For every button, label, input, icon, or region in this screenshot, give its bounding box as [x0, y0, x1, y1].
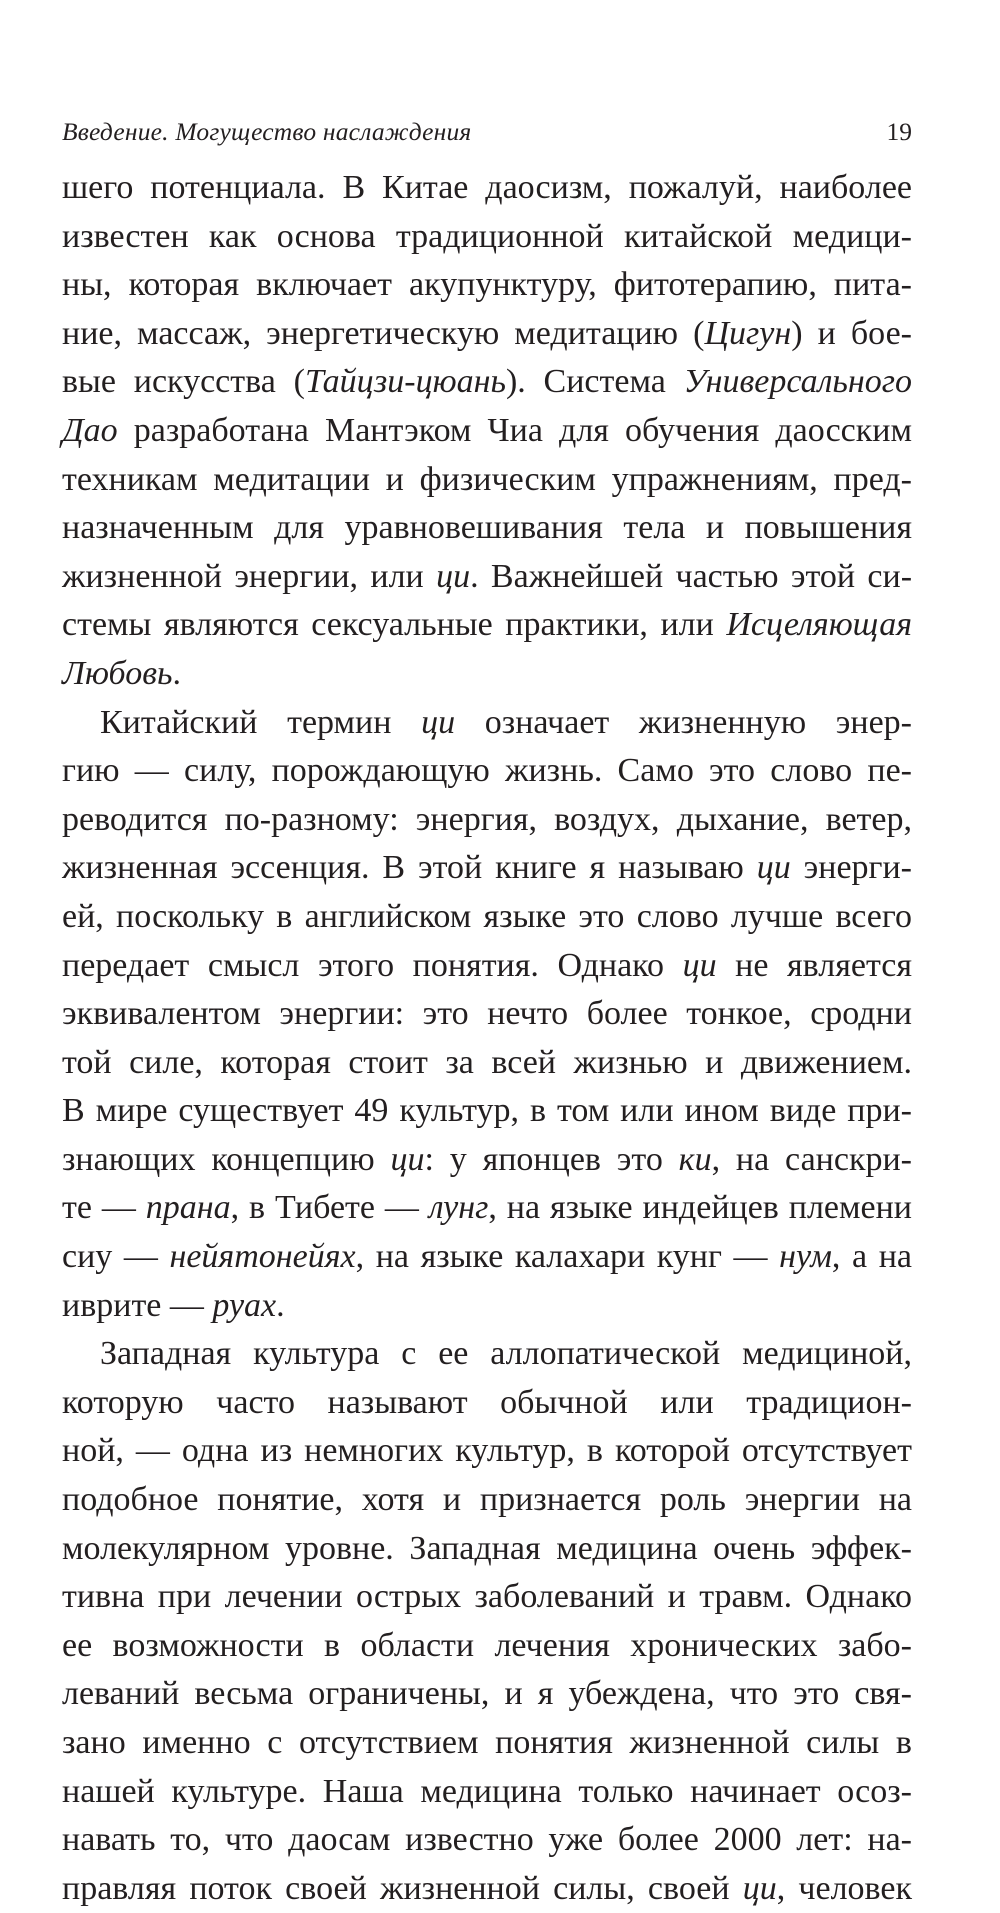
text-run: ). Система	[505, 363, 684, 401]
italic-term: ки	[678, 1140, 712, 1178]
text-line	[62, 601, 912, 650]
text-run: , на санскри-	[711, 1140, 912, 1178]
text-run: ее возможности в области лечения хронических забо-	[62, 1626, 912, 1664]
italic-term: Любовь	[62, 654, 173, 692]
text-run: те —	[62, 1189, 146, 1227]
italic-term: ци	[421, 703, 456, 741]
text-run: В мире существует 49 культур, в том или ином виде при-	[62, 1092, 912, 1130]
text-run: ны, которая включает акупунктуру, фитотерапию, пита-	[62, 266, 912, 304]
text-line	[62, 213, 912, 262]
text-run: эквивалентом энергии: это нечто более тонкое, сродни	[62, 995, 912, 1033]
text-run: известен как основа традиционной китайской медици-	[62, 217, 912, 255]
italic-term: руах	[212, 1286, 277, 1324]
text-line	[62, 553, 912, 602]
text-run: Западная культура с ее аллопатической медициной,	[100, 1335, 912, 1373]
text-line	[62, 1476, 912, 1525]
running-title: Введение. Могущество наслаждения	[62, 117, 472, 146]
text-run: той силе, которая стоит за всей жизнью и движением.	[62, 1043, 912, 1081]
text-run: иврите —	[62, 1286, 213, 1324]
text-run: реводится по-разному: энергия, воздух, дыхание, ветер,	[62, 800, 912, 838]
text-run: нашей культуре. Наша медицина только начинает осоз-	[62, 1772, 912, 1810]
text-run: молекулярном уровне. Западная медицина очень эффек-	[62, 1529, 912, 1567]
italic-term: ци	[390, 1140, 425, 1178]
italic-term: Исцеляющая	[726, 606, 912, 644]
text-run: техникам медитации и физическим упражнениям, пред-	[62, 460, 912, 498]
italic-term: ци	[756, 849, 791, 887]
text-line	[62, 1670, 912, 1719]
body-text	[62, 164, 912, 1913]
text-line	[62, 310, 912, 359]
text-run: означает жизненную энер-	[455, 703, 912, 741]
italic-term: Универсального	[683, 363, 912, 401]
text-line	[62, 796, 912, 845]
text-line	[62, 1622, 912, 1671]
text-line	[62, 1525, 912, 1574]
text-line	[62, 990, 912, 1039]
text-line	[62, 1719, 912, 1768]
text-run: правляя поток своей жизненной силы, своей	[62, 1869, 743, 1907]
text-run: , человек	[776, 1869, 913, 1907]
text-run: разработана Мантэком Чиа для обучения даосским	[117, 411, 912, 449]
text-run: не является	[716, 946, 912, 984]
text-line	[62, 1282, 912, 1331]
text-line	[62, 407, 912, 456]
text-run: . Важнейшей частью этой си-	[470, 557, 913, 595]
text-run: гию — силу, порождающую жизнь. Само это слово пе-	[62, 752, 912, 790]
text-run: подобное понятие, хотя и признается роль энергии на	[62, 1481, 912, 1519]
text-line	[62, 504, 912, 553]
text-run: навать то, что даосам известно уже более 2000 лет: на-	[62, 1821, 912, 1859]
text-run: ние, массаж, энергетическую медитацию (	[62, 314, 705, 352]
text-run: шего потенциала. В Китае даосизм, пожалуй, наиболее	[62, 169, 912, 206]
text-run: , а на	[831, 1238, 912, 1276]
page-number: 19	[886, 117, 912, 146]
text-line	[62, 1768, 912, 1817]
text-line	[62, 1573, 912, 1622]
italic-term: прана	[145, 1189, 231, 1227]
text-run: энерги-	[790, 849, 912, 887]
text-line	[62, 1233, 912, 1282]
text-line	[62, 747, 912, 796]
text-run: жизненной энергии, или	[62, 557, 437, 595]
text-line	[62, 650, 912, 699]
text-run: сиу —	[62, 1238, 170, 1276]
italic-term: Тайцзи-цюань	[304, 363, 506, 401]
text-run: ей, поскольку в английском языке это слово лучше всего	[62, 897, 912, 935]
text-run: , на языке калахари кунг —	[355, 1238, 780, 1276]
italic-term: ци	[682, 946, 717, 984]
text-line	[62, 1379, 912, 1428]
text-line	[62, 456, 912, 505]
text-run: вые искусства (	[62, 363, 305, 401]
italic-term: ци	[742, 1869, 777, 1907]
text-line	[62, 1039, 912, 1088]
text-line	[62, 942, 912, 991]
text-line	[62, 1136, 912, 1185]
text-line	[62, 1816, 912, 1865]
text-run: которую часто называют обычной или традицион-	[62, 1383, 912, 1421]
text-line	[62, 1184, 912, 1233]
text-run: леваний весьма ограничены, и я убеждена, что это свя-	[62, 1675, 912, 1713]
text-run: тивна при лечении острых заболеваний и травм. Однако	[62, 1578, 912, 1616]
text-run: ной, — одна из немногих культур, в которой отсутствует	[62, 1432, 912, 1470]
text-line	[62, 1865, 912, 1913]
text-run: зано именно с отсутствием понятия жизненной силы в	[62, 1724, 912, 1761]
text-line	[62, 893, 912, 942]
italic-term: Цигун	[704, 314, 792, 352]
running-head	[62, 112, 912, 152]
text-run: .	[276, 1286, 285, 1324]
text-run: : у японцев это	[424, 1140, 679, 1178]
text-line	[62, 699, 912, 748]
text-run: .	[172, 654, 181, 692]
italic-term: нум	[779, 1238, 832, 1276]
text-line	[62, 1427, 912, 1476]
italic-term: Дао	[62, 411, 118, 449]
text-run: жизненная эссенция. В этой книге я называю	[62, 849, 757, 887]
text-line	[62, 1087, 912, 1136]
text-run: знающих концепцию	[62, 1140, 391, 1178]
text-run: стемы являются сексуальные практики, или	[62, 606, 727, 644]
text-line	[62, 844, 912, 893]
text-run: Китайский термин	[100, 703, 422, 741]
text-run: передает смысл этого понятия. Однако	[62, 946, 683, 984]
text-run: , в Тибете —	[230, 1189, 429, 1227]
italic-term: ци	[436, 557, 471, 595]
text-line	[62, 358, 912, 407]
italic-term: лунг	[428, 1189, 489, 1227]
text-run: назначенным для уравновешивания тела и повышения	[62, 509, 912, 547]
text-run: ) и бое-	[791, 314, 912, 352]
text-run: , на языке индейцев племени	[488, 1189, 913, 1227]
text-line	[62, 261, 912, 310]
text-line	[62, 164, 912, 213]
text-line	[62, 1330, 912, 1379]
italic-term: нейятонейях	[169, 1238, 356, 1276]
